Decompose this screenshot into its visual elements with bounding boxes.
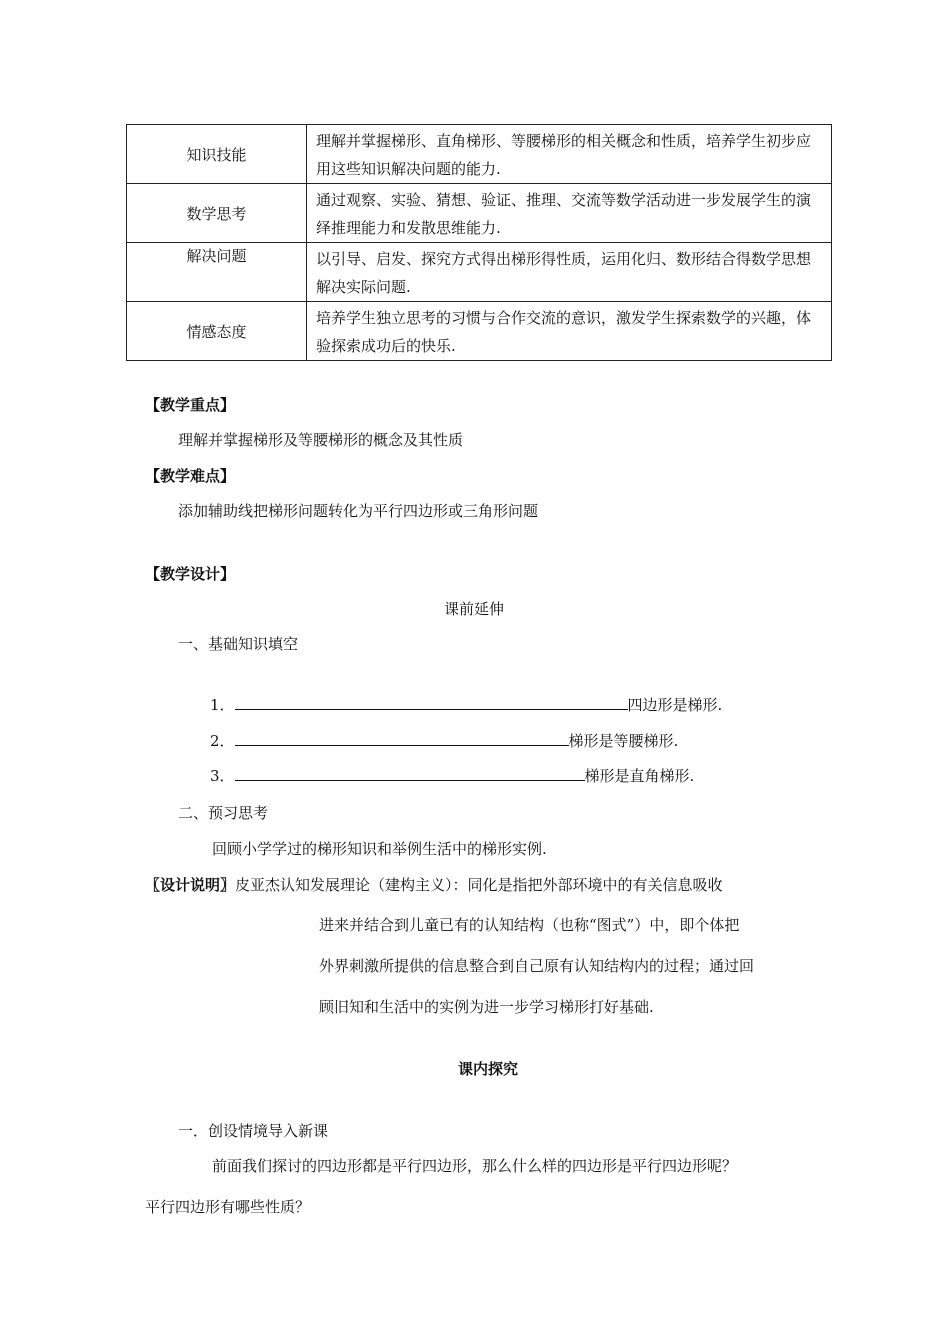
objective-value: 以引导、启发、探究方式得出梯形得性质，运用化归、数形结合得数学思想解决实际问题. [307, 243, 832, 302]
key-points-heading: 【教学重点】 [145, 396, 236, 414]
blank-number: 1． [210, 696, 235, 714]
design-note [145, 874, 723, 895]
objectives-table [126, 124, 832, 361]
section-2-text: 回顾小学学过的梯形知识和举例生活中的梯形实例. [212, 840, 547, 858]
blank-item-3 [210, 765, 694, 786]
key-points-text: 理解并掌握梯形及等腰梯形的概念及其性质 [178, 431, 464, 449]
section-3-paragraph-line: 前面我们探讨的四边形都是平行四边形，那么什么样的四边形是平行四边形呢？ [212, 1157, 738, 1175]
design-note-line: 皮亚杰认知发展理论（建构主义）：同化是指把外部环境中的有关信息吸收 [235, 876, 723, 894]
table-row [127, 302, 832, 361]
difficult-points-heading: 【教学难点】 [145, 467, 236, 485]
design-note-label: 〖设计说明〗 [145, 876, 236, 894]
blank-suffix: 梯形是等腰梯形. [568, 732, 679, 750]
objective-key: 数学思考 [127, 184, 307, 243]
difficult-points-text: 添加辅助线把梯形问题转化为平行四边形或三角形问题 [178, 502, 539, 520]
table-row [127, 243, 832, 302]
section-3-heading: 一．创设情境导入新课 [178, 1122, 329, 1140]
objective-value: 通过观察、实验、猜想、验证、推理、交流等数学活动进一步发展学生的演绎推理能力和发散思维能力. [307, 184, 832, 243]
blank-item-2 [210, 730, 678, 751]
section-2-heading: 二、预习思考 [178, 804, 269, 822]
blank-number: 3． [210, 767, 235, 785]
design-heading: 【教学设计】 [145, 565, 236, 583]
pre-class-title: 课前延伸 [444, 600, 505, 618]
objective-key: 解决问题 [127, 243, 307, 302]
design-note-line: 进来并结合到儿童已有的认知结构（也称“图式”）中，即个体把 [319, 916, 740, 934]
fill-blank[interactable] [235, 695, 628, 710]
fill-blank[interactable] [235, 731, 569, 746]
blank-suffix: 四边形是梯形. [627, 696, 723, 714]
in-class-title: 课内探究 [458, 1060, 519, 1078]
table-row [127, 125, 832, 184]
objective-value: 理解并掌握梯形、直角梯形、等腰梯形的相关概念和性质，培养学生初步应用这些知识解决问题的能力. [307, 125, 832, 184]
objective-value: 培养学生独立思考的习惯与合作交流的意识，激发学生探索数学的兴趣，体验探索成功后的快乐. [307, 302, 832, 361]
table-row [127, 184, 832, 243]
blank-item-1 [210, 694, 722, 715]
objective-key: 知识技能 [127, 125, 307, 184]
blank-number: 2． [210, 732, 235, 750]
objective-key: 情感态度 [127, 302, 307, 361]
design-note-line: 顾旧知和生活中的实例为进一步学习梯形打好基础. [319, 998, 654, 1016]
design-note-line: 外界刺激所提供的信息整合到自己原有认知结构内的过程；通过回 [319, 957, 755, 975]
fill-blank[interactable] [235, 766, 585, 781]
blank-suffix: 梯形是直角梯形. [584, 767, 695, 785]
section-3-paragraph-line: 平行四边形有哪些性质？ [145, 1198, 311, 1216]
section-1-heading: 一、基础知识填空 [178, 635, 299, 653]
